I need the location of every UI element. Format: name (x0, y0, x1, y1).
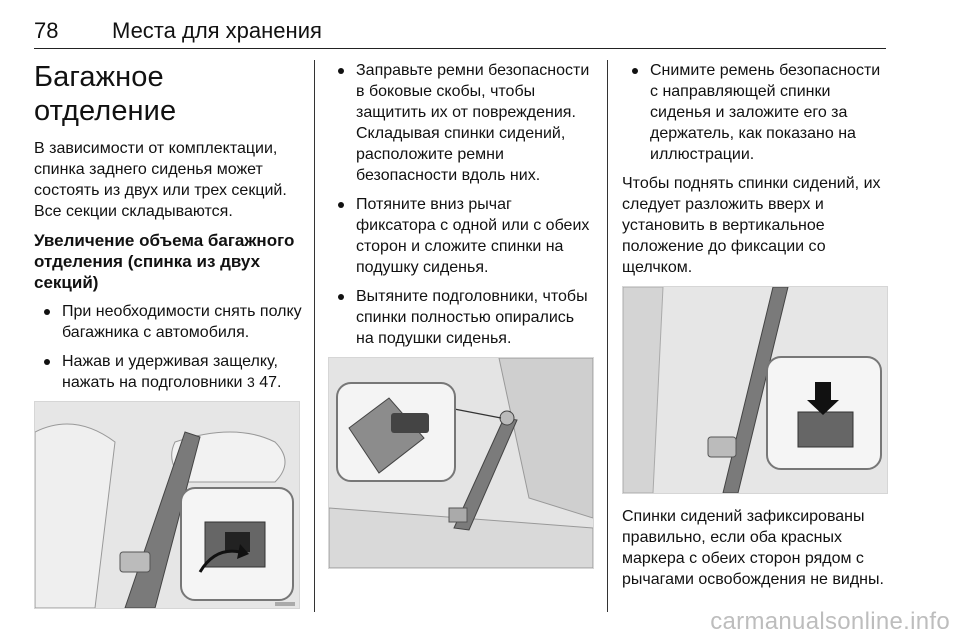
bullet-icon (44, 359, 50, 365)
column-divider (314, 60, 315, 612)
illustration-belt-guide (328, 357, 594, 569)
bullet-list (328, 60, 594, 349)
column-3 (622, 60, 888, 598)
bullet-icon (632, 68, 638, 74)
section-title: Багажное отделение (34, 61, 177, 127)
intro-paragraph: В зависимости от комплектации, спинка заднего сиденья может состоять из двух или трех секций. Все секции складываются. (34, 140, 287, 220)
column-divider (607, 60, 608, 612)
page-header (34, 18, 884, 48)
column-1 (34, 60, 302, 609)
list-item: Потяните вниз рычаг фиксатора с одной или с обеих сторон и сложите спинки на подушку сиденья. (328, 194, 594, 278)
watermark: carmanualsonline.info (710, 608, 950, 635)
paragraph: Спинки сидений зафиксированы правильно, если оба красных маркера с обеих сторон рядом с рычагами освобождения не видны. (622, 508, 884, 588)
subheading: Увеличение объема багажного отделения (спинка из двух секций) (34, 231, 295, 292)
illustration-seat-latch (34, 401, 300, 609)
list-item: Снимите ремень безопасности с направляющей спинки сиденья и заложите его за держатель, как показано на иллюстрации. (622, 60, 888, 165)
paragraph: Чтобы поднять спинки сидений, их следует разложить вверх и установить в вертикальное положение до фиксации со щелчком. (622, 175, 881, 276)
list-item: Заправьте ремни безопасности в боковые скобы, чтобы защитить их от повреждения. Складывая спинки сидений, расположите ремни безопасности вдоль них. (328, 60, 594, 186)
illustration-belt-holder (622, 286, 888, 494)
figure-id-mark (275, 602, 295, 606)
bullet-list (622, 60, 888, 165)
bullet-icon (338, 202, 344, 208)
list-item: Вытяните подголовники, чтобы спинки полностью опирались на подушки сиденья. (328, 286, 594, 349)
header-rule (34, 48, 886, 49)
list-item: При необходимости снять полку багажника с автомобиля. (34, 301, 302, 343)
bullet-icon (338, 68, 344, 74)
column-2 (328, 60, 594, 569)
bullet-icon (338, 294, 344, 300)
list-item: Нажав и удерживая защелку, нажать на подголовники 3 47. (34, 351, 302, 393)
cross-reference-icon[interactable]: 3 (246, 374, 255, 390)
cross-reference-page[interactable]: 47. (259, 374, 282, 391)
bullet-icon (44, 309, 50, 315)
page-number: 78 (34, 18, 59, 43)
running-title: Места для хранения (112, 18, 322, 43)
bullet-list (34, 301, 302, 393)
